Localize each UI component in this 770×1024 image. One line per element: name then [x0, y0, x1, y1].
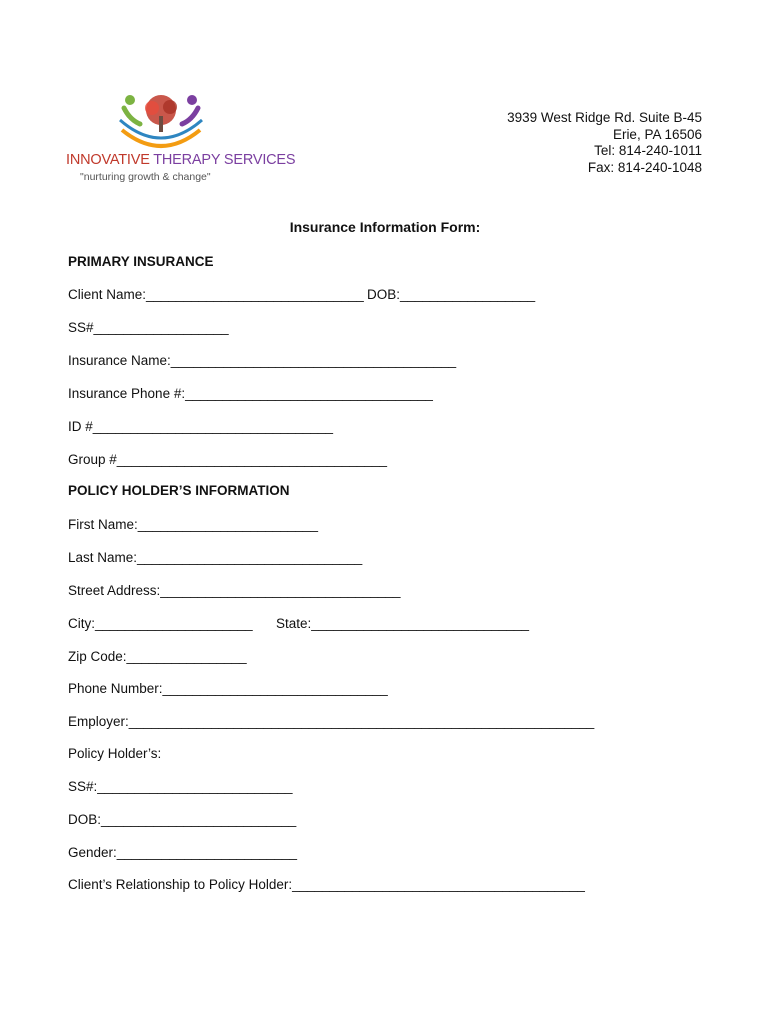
relationship-field[interactable]: Client’s Relationship to Policy Holder:_______________________________________	[68, 877, 585, 892]
tree-logo-icon	[116, 90, 206, 154]
street-address-field[interactable]: Street Address:________________________________	[68, 583, 401, 598]
gender-field[interactable]: Gender:________________________	[68, 845, 297, 860]
policy-holders-label: Policy Holder’s:	[68, 746, 162, 761]
id-field[interactable]: ID #________________________________	[68, 419, 334, 434]
form-title: Insurance Information Form:	[289, 219, 481, 235]
company-logo	[66, 90, 296, 190]
address-city: Erie, PA 16506	[612, 126, 702, 142]
brand-name-part1: INNOVATIVE	[66, 152, 154, 168]
tagline: "nurturing growth & change"	[80, 171, 211, 183]
address-tel: Tel: 814-240-1011	[594, 143, 702, 158]
dob-field[interactable]: DOB:__________________	[367, 287, 536, 302]
employer-field[interactable]: Employer:______________________________________________________________	[68, 714, 595, 729]
client-name-field[interactable]: Client Name:_____________________________	[68, 287, 364, 302]
policy-holder-dob-field[interactable]: DOB:__________________________	[68, 812, 297, 827]
first-name-field[interactable]: First Name:________________________	[68, 517, 318, 532]
policy-holder-ss-field[interactable]: SS#:__________________________	[68, 779, 293, 794]
city-field[interactable]: City:_____________________	[68, 616, 253, 631]
address-fax: Fax: 814-240-1048	[587, 159, 702, 175]
address-street: 3939 West Ridge Rd. Suite B-45	[507, 110, 702, 125]
address-block	[507, 110, 702, 176]
policy-holder-heading: POLICY HOLDER’S INFORMATION	[68, 483, 290, 498]
last-name-field[interactable]: Last Name:______________________________	[68, 550, 363, 565]
state-field[interactable]: State:_____________________________	[276, 616, 530, 631]
brand-name	[66, 152, 295, 168]
insurance-name-field[interactable]: Insurance Name:______________________________________	[68, 353, 457, 368]
insurance-phone-field[interactable]: Insurance Phone #:_________________________________	[68, 386, 433, 401]
primary-insurance-heading: PRIMARY INSURANCE	[68, 254, 214, 269]
group-field[interactable]: Group #____________________________________	[68, 452, 388, 467]
brand-name-part2: THERAPY SERVICES	[153, 152, 296, 168]
phone-number-field[interactable]: Phone Number:______________________________	[68, 681, 388, 696]
ss-field[interactable]: SS#__________________	[68, 320, 229, 335]
zip-code-field[interactable]: Zip Code:________________	[68, 649, 247, 664]
